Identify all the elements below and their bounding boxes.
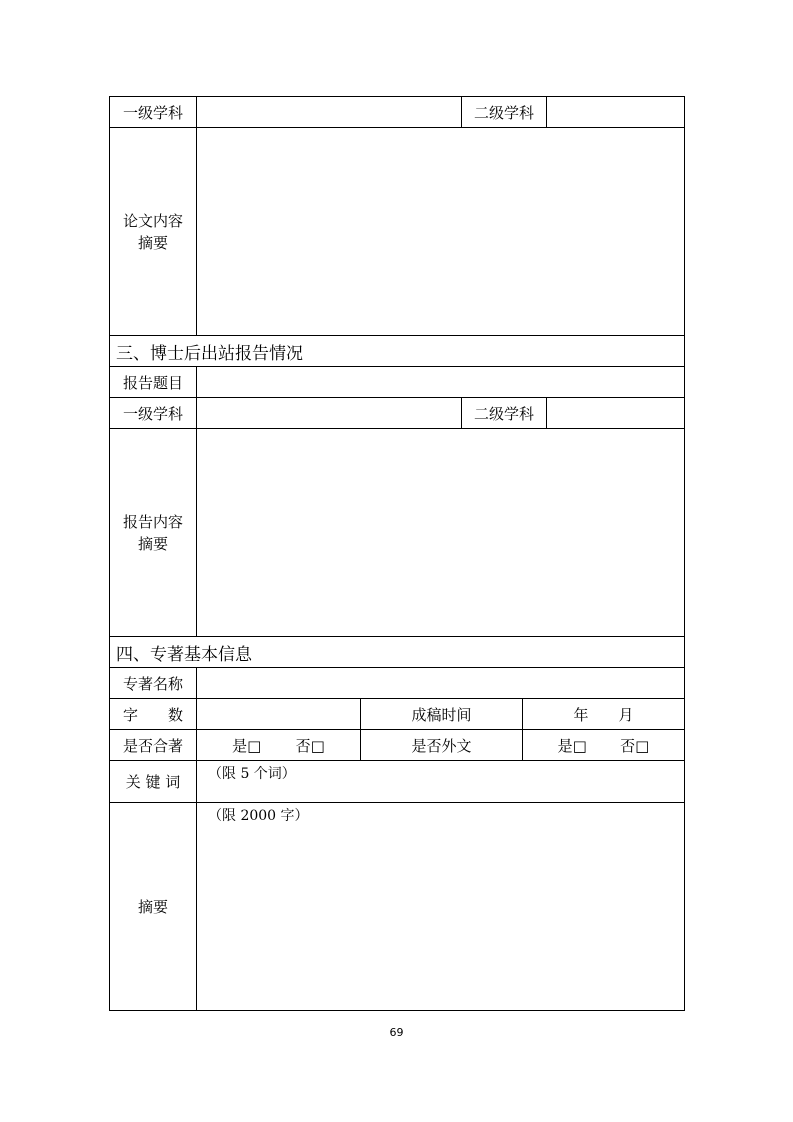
keywords-row [109, 761, 685, 803]
report-first-discipline-field[interactable] [196, 398, 461, 428]
report-first-discipline-label: 一级学科 [122, 404, 183, 423]
thesis-second-discipline-label: 二级学科 [461, 97, 546, 127]
report-title-label: 报告题目 [122, 373, 183, 392]
section3-title: 三、博士后出站报告情况 [109, 336, 685, 367]
book-name-label: 专著名称 [122, 674, 183, 693]
report-title-field[interactable] [196, 367, 684, 397]
thesis-abstract-label [110, 128, 196, 335]
thesis-second-discipline-field[interactable] [546, 97, 684, 127]
book-abstract-row [109, 803, 685, 1011]
coauthored-label: 是否合著 [122, 736, 183, 755]
book-name-field[interactable] [196, 668, 684, 698]
foreign-lang-no-checkbox[interactable]: 否□ [620, 736, 650, 755]
report-discipline-row [109, 398, 685, 429]
report-second-discipline-field[interactable] [546, 398, 684, 428]
keywords-note: （限 5 个词） [208, 766, 296, 782]
keywords-label: 关 键 词 [125, 773, 181, 791]
word-count-label: 字 数 [122, 705, 183, 724]
thesis-abstract-row [109, 128, 685, 336]
word-count-row [109, 699, 685, 730]
book-abstract-field[interactable] [196, 803, 684, 1010]
completion-time-field[interactable]: 年 月 [522, 699, 684, 729]
thesis-abstract-label-line1: 论文内容 [122, 211, 183, 230]
thesis-discipline-row [109, 96, 685, 128]
thesis-first-discipline-label: 一级学科 [122, 103, 183, 122]
word-count-field[interactable] [196, 699, 360, 729]
page-number: 69 [389, 1026, 404, 1039]
coauthored-no-checkbox[interactable]: 否□ [295, 736, 325, 755]
report-abstract-label [110, 429, 196, 636]
completion-time-label: 成稿时间 [360, 699, 522, 729]
report-second-discipline-label: 二级学科 [461, 398, 546, 428]
book-name-row [109, 668, 685, 699]
coauthored-row [109, 730, 685, 761]
book-abstract-label: 摘要 [137, 898, 168, 916]
thesis-abstract-field[interactable] [196, 128, 684, 335]
book-abstract-note: （限 2000 字） [208, 808, 309, 824]
foreign-lang-options [522, 730, 684, 760]
report-abstract-field[interactable] [196, 429, 684, 636]
report-abstract-label-line2: 摘要 [137, 534, 168, 553]
report-abstract-label-line1: 报告内容 [122, 512, 183, 531]
application-form [109, 96, 685, 1011]
section4-title: 四、专著基本信息 [109, 637, 685, 668]
coauthored-options [196, 730, 360, 760]
report-abstract-row [109, 429, 685, 637]
foreign-lang-label: 是否外文 [360, 730, 522, 760]
report-title-row [109, 367, 685, 398]
coauthored-yes-checkbox[interactable]: 是□ [232, 736, 262, 755]
foreign-lang-yes-checkbox[interactable]: 是□ [557, 736, 587, 755]
thesis-first-discipline-field[interactable] [196, 97, 461, 127]
thesis-abstract-label-line2: 摘要 [137, 233, 168, 252]
